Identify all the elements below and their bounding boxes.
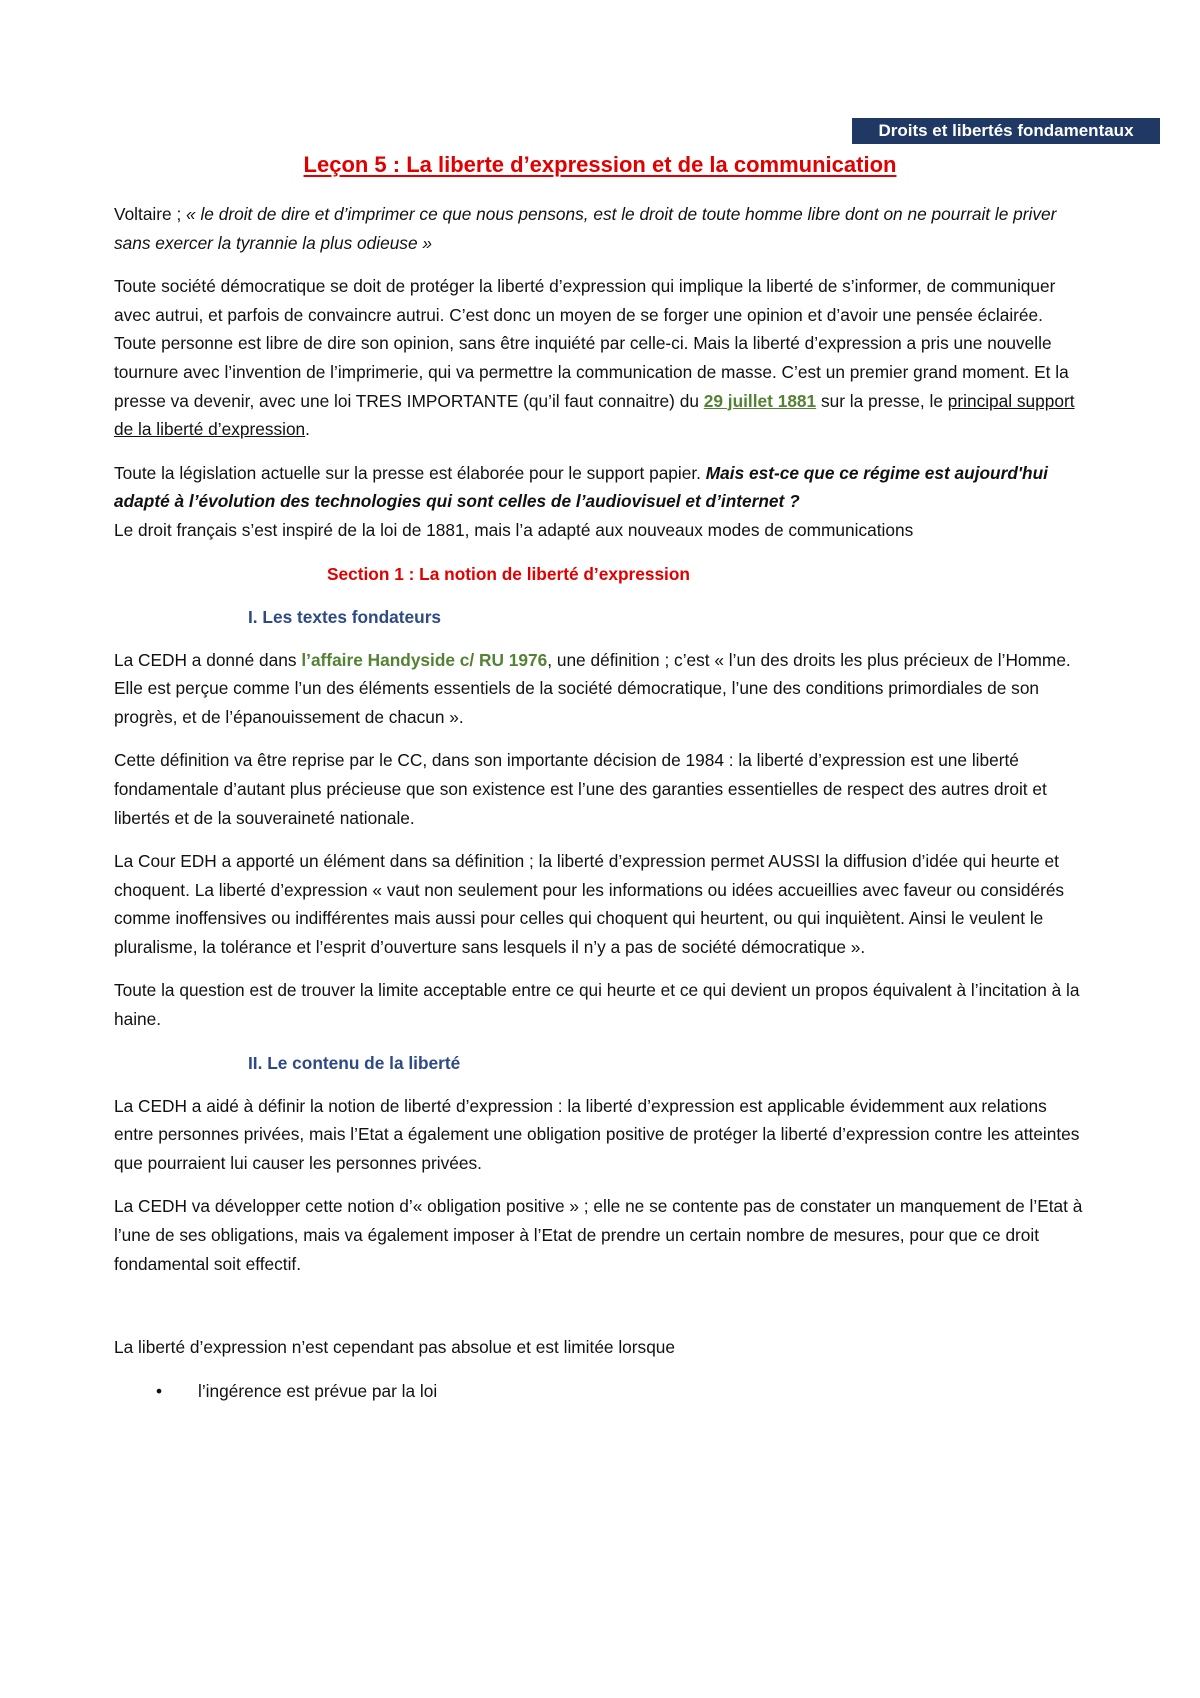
quote-author: Voltaire ;	[114, 204, 187, 224]
lesson-title: Leçon 5 : La liberte d’expression et de la communication	[303, 152, 897, 177]
case-reference: l’affaire Handyside c/ RU 1976	[301, 649, 548, 670]
paragraph-text: Le droit français s’est inspiré de la loi de 1881, mais l’a adapté aux nouveaux modes de communications	[114, 519, 914, 540]
paragraph-text: Toute la législation actuelle sur la presse est élaborée pour le support papier.	[114, 462, 706, 483]
quote-text: « le droit de dire et d’imprimer ce que nous pensons, est le droit de toute homme libre dont on ne pourrait le priver sans exercer la tyrannie la plus odieuse »	[114, 204, 1057, 253]
intro-quote-paragraph	[114, 200, 1086, 257]
law-date-highlight: 29 juillet 1881	[703, 390, 817, 411]
list-item-text: l’ingérence est prévue par la loi	[198, 1380, 438, 1401]
course-header-badge: Droits et libertés fondamentaux	[852, 118, 1160, 144]
paragraph-legislation	[114, 459, 1086, 545]
paragraph-positive-obligation: La CEDH va développer cette notion d’« obligation positive » ; elle ne se contente pas de constater un manquement de l’Etat à l’une de ses obligations, mais va également imposer à l’Etat de prendre un certain nombre de mesures, pour que ce droit fondamental soit effectif.	[114, 1196, 1083, 1274]
document-body	[114, 150, 1086, 1405]
paragraph-limitations-intro: La liberté d’expression n’est cependant pas absolue et est limitée lorsque	[114, 1337, 676, 1358]
paragraph-limit-question: Toute la question est de trouver la limite acceptable entre ce qui heurte et ce qui devient un propos équivalent à l’incitation à la haine.	[114, 980, 1080, 1030]
paragraph-text: La CEDH a donné dans	[114, 649, 302, 670]
subsection-heading: I. Les textes fondateurs	[248, 606, 442, 627]
key-question: Mais est-ce que ce régime est aujourd'hui adapté à l’évolution des technologies qui sont celles de l’audiovisuel et d’internet ?	[114, 462, 1048, 512]
spacer	[114, 1293, 1086, 1333]
paragraph-cedh-definition: La CEDH a aidé à définir la notion de liberté d’expression : la liberté d’expression est applicable évidemment aux relations entre personnes privées, mais l’Etat a également une obligation positive de protéger la liberté d’expression contre les atteintes que pourraient lui causer les personnes privées.	[114, 1095, 1080, 1173]
limitations-list	[114, 1377, 1086, 1405]
subsection-heading: II. Le contenu de la liberté	[248, 1052, 461, 1073]
bullet-icon: •	[156, 1380, 163, 1401]
section-heading: Section 1 : La notion de liberté d’expression	[327, 563, 690, 584]
paragraph-text: sur la presse, le	[816, 390, 948, 411]
underlined-phrase: principal support de la liberté d’expression	[114, 390, 1075, 440]
paragraph-cc-decision: Cette définition va être reprise par le CC, dans son importante décision de 1984 : la liberté d’expression est une liberté fondamentale d’autant plus précieuse que son existence est l’une des garanties essentielles de respect des autres droit et libertés et de la souveraineté nationale.	[114, 750, 1047, 828]
paragraph-text: , une définition ; c’est « l’un des droits les plus précieux de l’Homme. Elle est perçue comme l’un des éléments essentiels de la société démocratique, l’une des conditions primordiales de son progrès, et de l’épanouissement de chacun ».	[114, 649, 1071, 727]
paragraph-press-history	[114, 272, 1086, 444]
paragraph-text: .	[305, 419, 310, 440]
list-item	[114, 1377, 1086, 1405]
paragraph-cour-edh: La Cour EDH a apporté un élément dans sa définition ; la liberté d’expression permet AUSSI la diffusion d’idée qui heurte et choquent. La liberté d’expression « vaut non seulement pour les informations ou idées accueillies avec faveur ou considérés comme inoffensives ou indifférentes mais aussi pour celles qui choquent qui heurtent, ou qui inquiètent. Ainsi le veulent le pluralisme, la tolérance et l’esprit d’ouverture sans lesquels il n’y a pas de société démocratique ».	[114, 851, 1065, 957]
paragraph-handyside	[114, 646, 1086, 732]
paragraph-text: Toute société démocratique se doit de protéger la liberté d’expression qui implique la liberté de s’informer, de communiquer avec autrui, et parfois de convaincre autrui. C’est donc un moyen de se forger une opinion et d’avoir une pensée éclairée. Toute personne est libre de dire son opinion, sans être inquiété par celle-ci. Mais la liberté d’expression a pris une nouvelle tournure avec l’invention de l’imprimerie, qui va permettre la communication de masse. C’est un premier grand moment. Et la presse va devenir, avec une loi TRES IMPORTANTE (qu’il faut connaitre) du	[114, 276, 1069, 411]
